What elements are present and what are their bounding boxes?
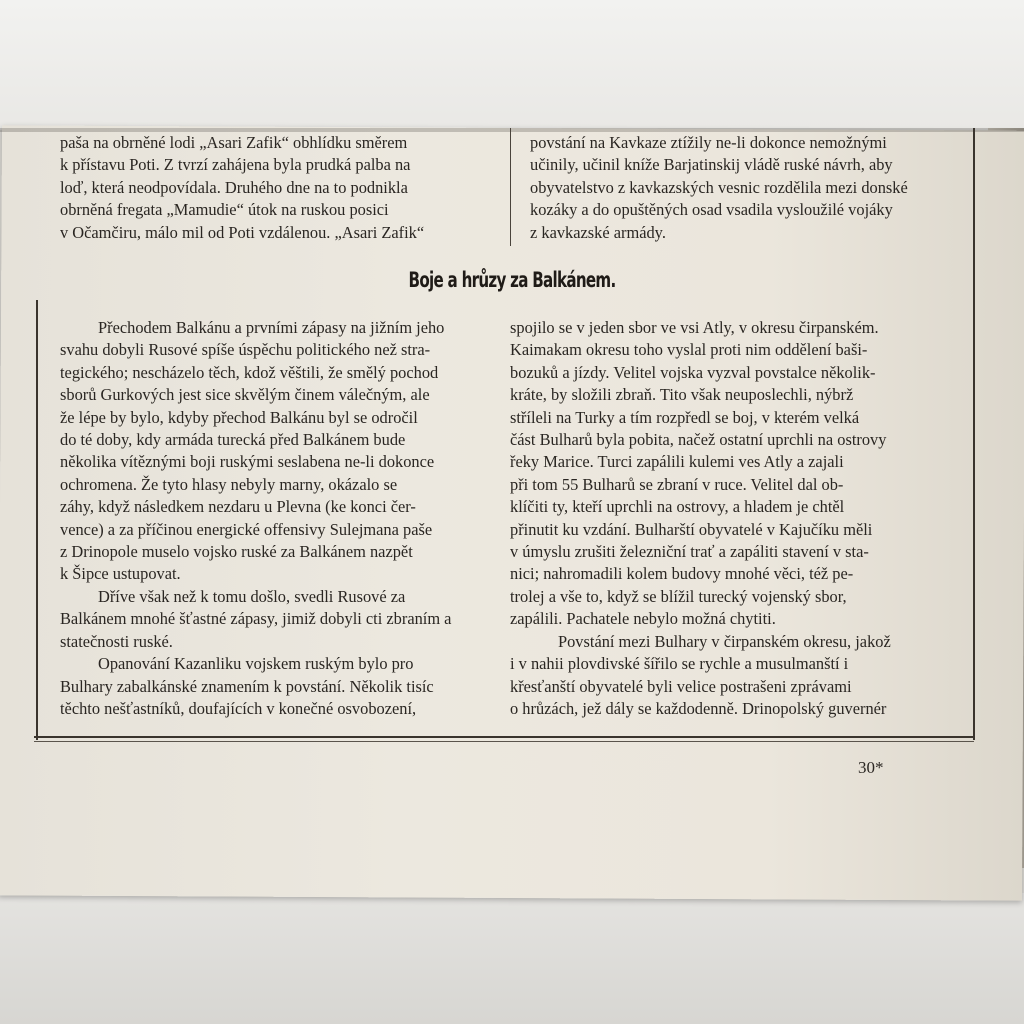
text-line: bozuků a jízdy. Velitel vojska vyzval povstalce několik- (510, 362, 876, 382)
text-line: svahu dobyli Rusové spíše úspěchu politického než stra- (60, 340, 431, 360)
background-bottom (0, 893, 1024, 1024)
page-border-left (36, 300, 38, 740)
text-line: učinily, učinil kníže Barjatinskij vládě ruské návrh, aby (530, 155, 893, 175)
right-column (510, 317, 967, 720)
page-border-bottom (34, 736, 974, 738)
text-line: povstání na Kavkaze ztížily ne-li dokonce nemožnými (530, 133, 887, 152)
paragraph (510, 631, 967, 721)
column-divider-top (510, 128, 511, 246)
text-line: z Drinopole muselo vojsko ruské za Balkánem nazpět (60, 542, 413, 562)
text-line: klíčiti ty, kteří uprchli na ostrovy, a hladem je chtěl (510, 497, 845, 517)
text-line: Bulhary zabalkánské znamením k povstání. Několik tisíc (60, 676, 434, 696)
text-line: Balkánem mnohé šťastné zápasy, jimiž dobyli cti zbraním a (60, 609, 452, 629)
text-line: zapálili. Pachatele nebylo možná chytiti. (510, 609, 776, 629)
top-left-column (60, 132, 505, 244)
text-line: tegického; nescházelo těch, kdož věštili, že smělý pochod (60, 362, 439, 382)
text-line: Opanování Kazanliku vojskem ruským bylo pro (98, 654, 414, 674)
top-right-column (530, 132, 965, 244)
text-line: část Bulharů byla pobita, načež ostatní uprchli na ostrovy (510, 430, 887, 450)
text-line: obrněná fregata „Mamudie“ útok na ruskou posici (60, 200, 389, 220)
text-line: sborů Gurkových jest sice skvělým činem válečným, ale (60, 385, 430, 405)
paragraph (60, 317, 505, 586)
text-line: Kaimakam okresu toho vyslal proti nim oddělení baši- (510, 340, 868, 360)
text-line: z kavkazské armády. (530, 222, 666, 242)
text-line: spojilo se v jeden sbor ve vsi Atly, v okresu čirpanském. (510, 318, 879, 337)
paragraph (510, 317, 967, 631)
page-border-right (973, 128, 975, 740)
text-line: nici; nahromadili kolem budovy mnohé věci, též pe- (510, 564, 854, 584)
text-line: k přístavu Poti. Z tvrzí zahájena byla prudká palba na (60, 155, 411, 175)
text-line: v Očamčiru, málo mil od Poti vzdálenou. „Asari Zafik“ (60, 222, 425, 242)
text-line: Povstání mezi Bulhary v čirpanském okresu, jakož (558, 631, 891, 651)
text-line: k Šipce ustupovat. (60, 564, 181, 584)
page-number: 30* (858, 758, 884, 777)
paragraph (60, 653, 505, 720)
text-line: při tom 55 Bulharů se zbraní v ruce. Velitel dal ob- (510, 474, 844, 494)
page-border-bottom-thin (34, 741, 974, 742)
text-line: přinutit ku vzdání. Bulharští obyvatelé v Kajučíku měli (510, 519, 873, 539)
text-line: řeky Marice. Turci zapálili kulemi ves Atly a zajali (510, 452, 844, 472)
text-line: obyvatelstvo z kavkazských vesnic rozdělila mezi donské (530, 177, 908, 197)
left-column (60, 317, 505, 720)
text-line: paša na obrněné lodi „Asari Zafik“ obhlídku směrem (60, 133, 408, 152)
text-line: do té doby, kdy armáda turecká před Balkánem bude (60, 430, 406, 450)
text-line: o hrůzách, jež dály se každodenně. Drinopolský guvernér (510, 698, 887, 718)
text-line: Dříve však než k tomu došlo, svedli Rusové za (98, 586, 406, 606)
background-top (0, 0, 1024, 130)
text-line: několika vítěznými boji ruskými seslabena ne-li dokonce (60, 452, 435, 472)
text-line: Přechodem Balkánu a prvními zápasy na jižním jeho (98, 318, 445, 337)
paragraph (60, 586, 505, 653)
text-line: kráte, by složili zbraň. Tito však neuposlechli, nýbrž (510, 385, 854, 405)
text-line: trolej a vše to, když se blížil turecký vojenský sbor, (510, 586, 847, 606)
text-line: ochromena. Že tyto hlasy nebyly marny, okázalo se (60, 474, 398, 494)
text-line: křesťanští obyvatelé byli velice postrašeni zprávami (510, 676, 852, 696)
text-line: že lépe by bylo, kdyby přechod Balkánu byl se odročil (60, 407, 418, 427)
text-line: i v nahii plovdivské šířilo se rychle a musulmanští i (510, 654, 849, 674)
text-line: statečnosti ruské. (60, 631, 173, 651)
section-heading: Boje a hrůzy za Balkánem. (408, 268, 616, 292)
text-line: stříleli na Turky a tím rozpředl se boj, v kterém velká (510, 407, 860, 427)
text-line: loď, která neodpovídala. Druhého dne na to podnikla (60, 177, 408, 197)
text-line: vence) a za příčinou energické offensivy Sulejmana paše (60, 519, 433, 539)
text-line: v úmyslu zrušiti železniční trať a zapáliti stavení v sta- (510, 542, 869, 562)
text-line: těchto nešťastníků, doufajících v konečné osvobození, (60, 698, 417, 718)
text-line: kozáky a do opuštěných osad vsadila vysloužilé vojáky (530, 200, 893, 220)
text-line: záhy, když následkem nezdaru u Plevna (ke konci čer- (60, 497, 416, 517)
